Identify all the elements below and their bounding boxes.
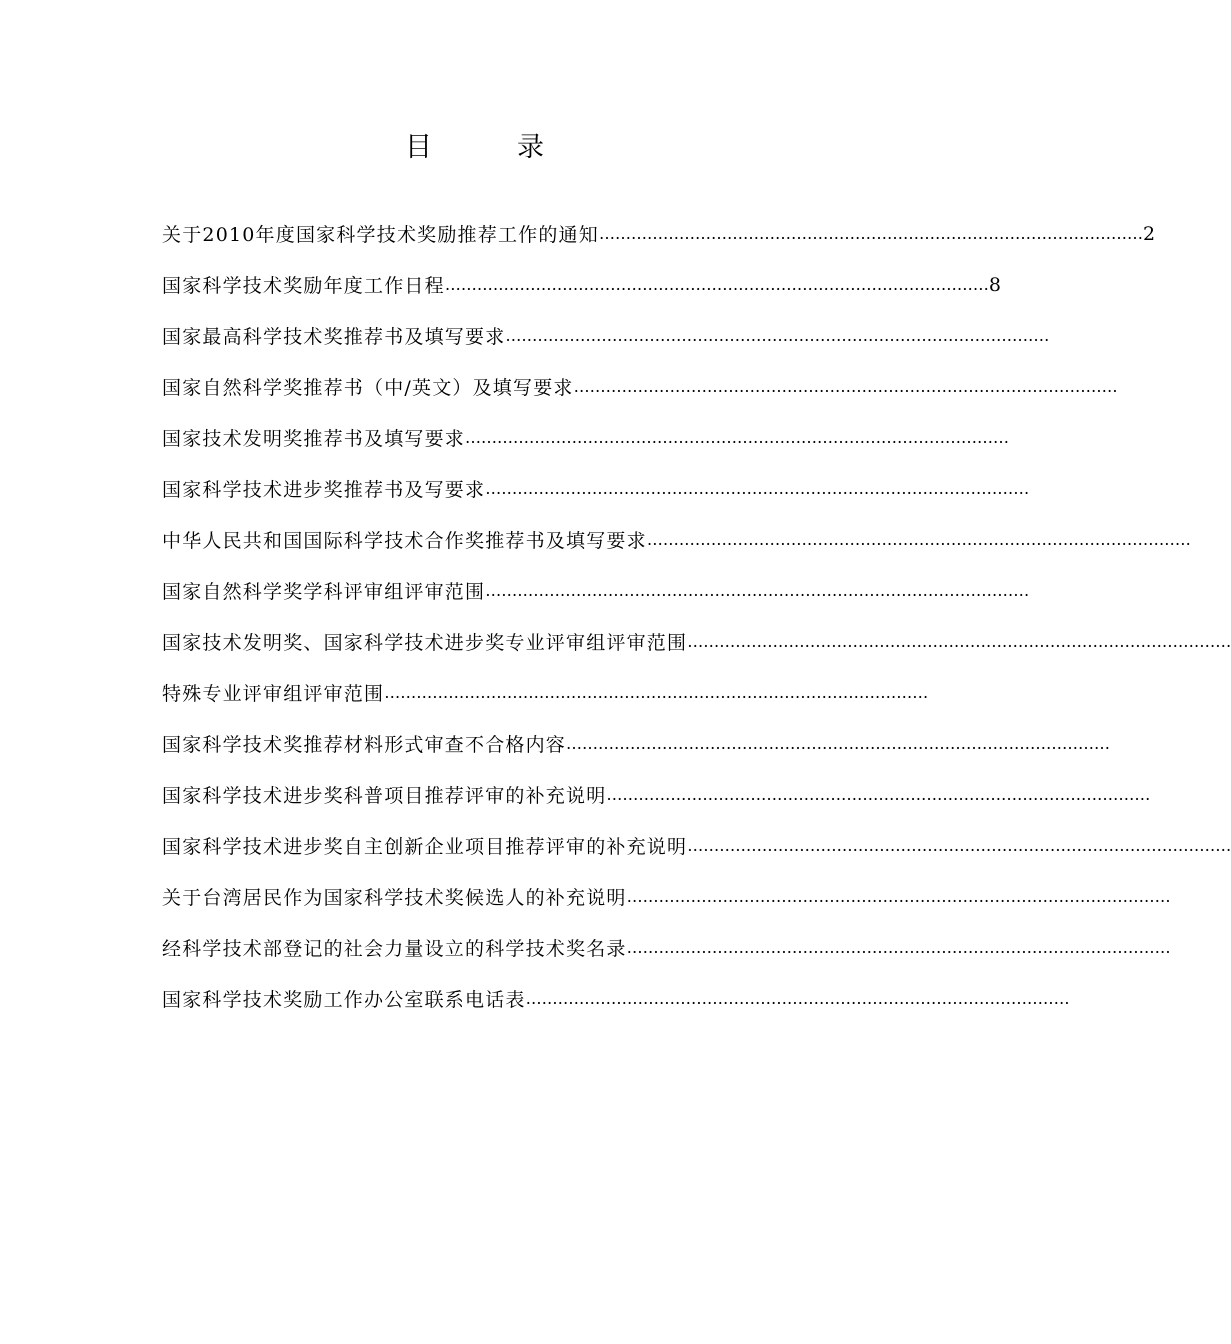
- toc-leader-dots: …………………………………………………………………………………………: [646, 530, 1191, 549]
- toc-leader-dots: …………………………………………………………………………………………: [566, 734, 1111, 753]
- toc-entry-label: 经科学技术部登记的社会力量设立的科学技术奖名录: [162, 938, 627, 960]
- toc-entry-label: 特殊专业评审组评审范围: [162, 683, 385, 705]
- toc-entry-label: 国家技术发明奖推荐书及填写要求: [162, 428, 466, 450]
- toc-title: [405, 128, 555, 168]
- toc-title-char-2: 录: [517, 132, 544, 163]
- toc-entry[interactable]: [162, 412, 1010, 463]
- toc-entry[interactable]: [162, 616, 1231, 667]
- toc-entry-label: 国家科学技术奖励工作办公室联系电话表: [162, 989, 526, 1011]
- toc-leader-dots: …………………………………………………………………………………………: [598, 224, 1143, 243]
- toc-leader-dots: …………………………………………………………………………………………: [687, 632, 1231, 651]
- toc-entry[interactable]: [162, 463, 1030, 514]
- toc-entry-label: 国家科学技术进步奖自主创新企业项目推荐评审的补充说明: [162, 836, 688, 858]
- toc-entry[interactable]: [162, 871, 1171, 922]
- toc-leader-dots: …………………………………………………………………………………………: [525, 989, 1070, 1008]
- toc-entry[interactable]: [162, 769, 1151, 820]
- toc-entry-label: 国家技术发明奖、国家科学技术进步奖专业评审组评审范围: [162, 632, 688, 654]
- toc-leader-dots: …………………………………………………………………………………………: [485, 479, 1030, 498]
- toc-entry-label: 中华人民共和国国际科学技术合作奖推荐书及填写要求: [162, 530, 647, 552]
- toc-entry-label: 国家最高科学技术奖推荐书及填写要求: [162, 326, 506, 348]
- toc-leader-dots: …………………………………………………………………………………………: [573, 377, 1118, 396]
- toc-entry-label: 国家自然科学奖推荐书（中/英文）及填写要求: [162, 377, 574, 399]
- toc-leader-dots: …………………………………………………………………………………………: [606, 785, 1151, 804]
- toc-leader-dots: …………………………………………………………………………………………: [485, 581, 1030, 600]
- toc-entry[interactable]: [162, 667, 929, 718]
- toc-entry[interactable]: [162, 973, 1070, 1024]
- toc-leader-dots: …………………………………………………………………………………………: [384, 683, 929, 702]
- toc-entry-label: 国家科学技术奖推荐材料形式审查不合格内容: [162, 734, 567, 756]
- toc-leader-dots: …………………………………………………………………………………………: [626, 938, 1171, 957]
- toc-leader-dots: …………………………………………………………………………………………: [505, 326, 1050, 345]
- toc-entry-page-number: 8: [988, 273, 1003, 296]
- toc-entry[interactable]: [162, 310, 1050, 361]
- toc-entry-page-number: 2: [1142, 222, 1157, 245]
- toc-entry-label: 国家自然科学奖学科评审组评审范围: [162, 581, 486, 603]
- toc-leader-dots: …………………………………………………………………………………………: [465, 428, 1010, 447]
- toc-entry[interactable]: [162, 514, 1191, 565]
- toc-entry-label: 关于台湾居民作为国家科学技术奖候选人的补充说明: [162, 887, 627, 909]
- toc-entry[interactable]: [162, 922, 1171, 973]
- toc-leader-dots: …………………………………………………………………………………………: [444, 275, 989, 294]
- toc-leader-dots: …………………………………………………………………………………………: [687, 836, 1231, 855]
- toc-entry[interactable]: [162, 718, 1111, 769]
- toc-entry-label: 国家科学技术进步奖科普项目推荐评审的补充说明: [162, 785, 607, 807]
- toc-entry[interactable]: [162, 259, 1003, 310]
- toc-entry[interactable]: [162, 208, 1157, 259]
- toc-entry-label: 国家科学技术进步奖推荐书及写要求: [162, 479, 486, 501]
- toc-entry[interactable]: [162, 565, 1030, 616]
- toc-list: [162, 208, 1231, 1024]
- toc-entry[interactable]: [162, 820, 1231, 871]
- toc-entry-label: 关于2010年度国家科学技术奖励推荐工作的通知: [162, 224, 599, 246]
- toc-entry[interactable]: [162, 361, 1118, 412]
- toc-title-char-1: 目: [405, 132, 432, 163]
- toc-entry-label: 国家科学技术奖励年度工作日程: [162, 275, 445, 297]
- toc-leader-dots: …………………………………………………………………………………………: [626, 887, 1171, 906]
